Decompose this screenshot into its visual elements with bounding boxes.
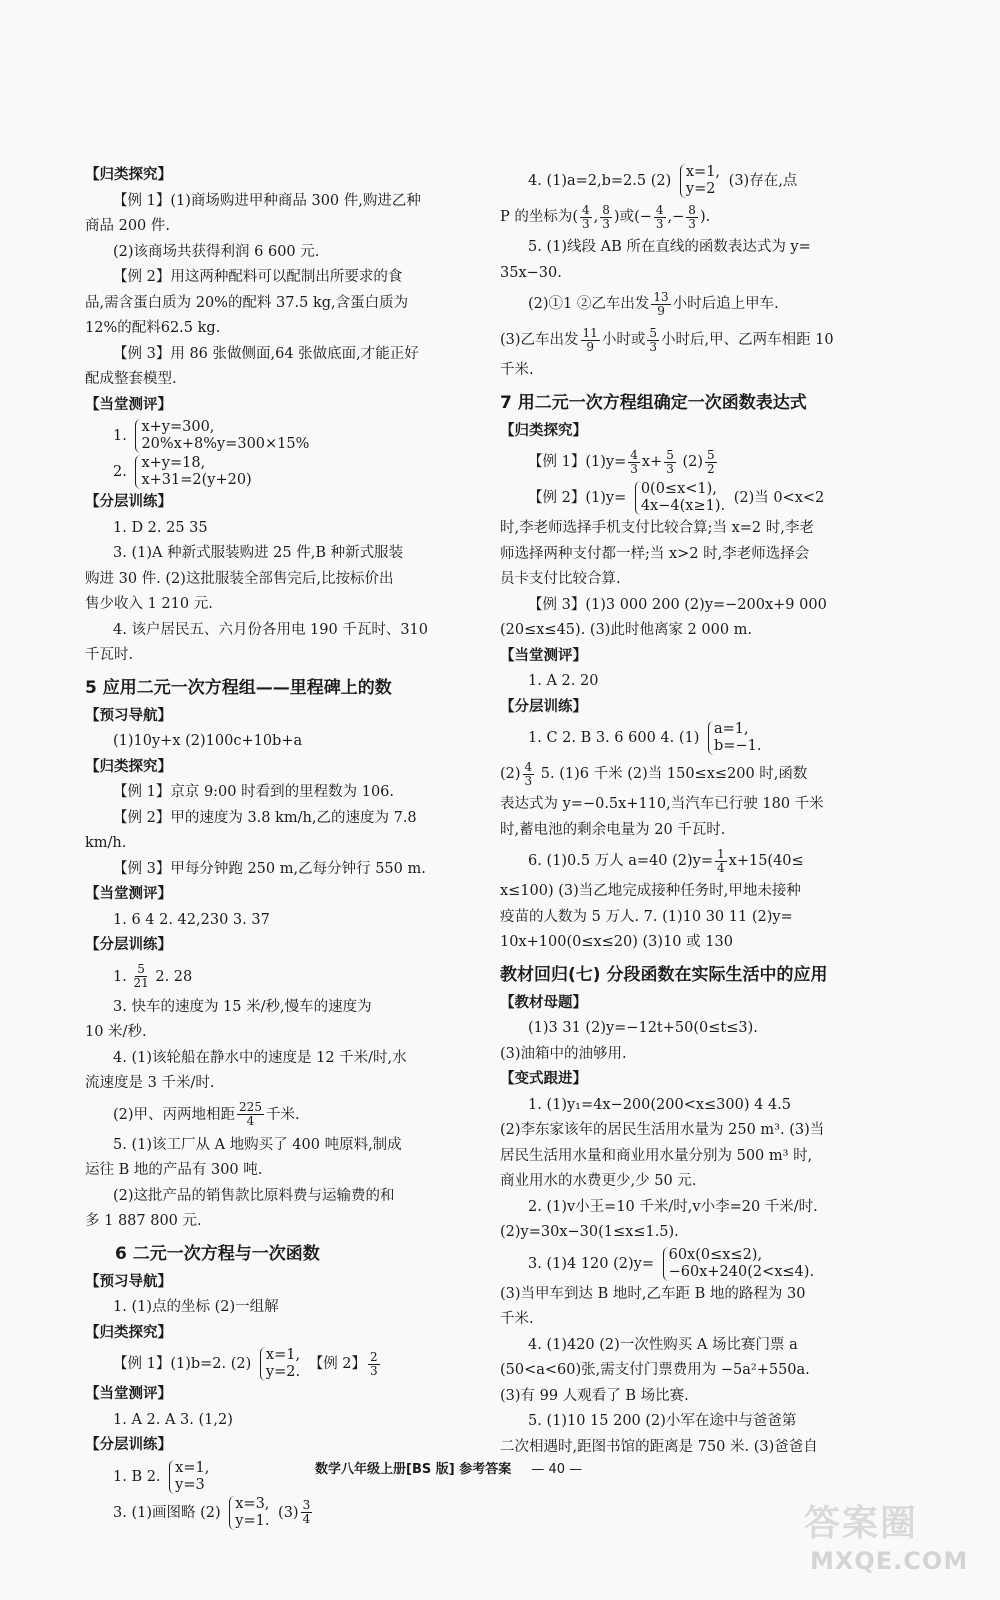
answer-line: 1. (1)点的坐标 (2)一组解 bbox=[113, 1299, 279, 1315]
fraction bbox=[133, 963, 148, 990]
answer-line: 【例 2】甲的速度为 3.8 km/h,乙的速度为 7.8 bbox=[113, 809, 417, 826]
equation: 60x(0≤x≤2), bbox=[668, 1246, 763, 1263]
denominator: 3 bbox=[666, 461, 674, 476]
answer-text: 【例 1】(1)b=2. (2) bbox=[113, 1356, 252, 1372]
answer-line: 时,李老师选择手机支付比较合算;当 x=2 时,李老 bbox=[500, 520, 814, 536]
answer-text: )或(− bbox=[613, 209, 652, 225]
section-heading: 7 用二元一次方程组确定一次函数表达式 bbox=[500, 392, 807, 413]
answer-text: 6. (1)0.5 万人 a=40 (2)y= bbox=[528, 853, 713, 869]
answer-text: (2)当 0<x<2 bbox=[733, 490, 825, 506]
answer-line: 配成整套模型. bbox=[85, 371, 177, 387]
answer-line: 时,蓄电池的剩余电量为 20 千瓦时. bbox=[500, 821, 726, 838]
answer-line bbox=[85, 1495, 495, 1531]
denominator: 4 bbox=[717, 860, 725, 875]
watermark-logo bbox=[800, 1495, 970, 1585]
answer-line: 千米. bbox=[500, 362, 534, 378]
answer-line: (1)10y+x (2)100c+10b+a bbox=[113, 733, 303, 749]
equation: x=1, bbox=[685, 164, 721, 180]
answer-line: 员卡支付比较合算. bbox=[500, 571, 621, 587]
answer-text: x+ bbox=[641, 454, 663, 470]
answer-line bbox=[85, 1097, 495, 1133]
answer-line: 【例 3】用 86 张做侧面,64 张做底面,才能正好 bbox=[113, 345, 419, 362]
answer-line: 4. (1)该轮船在静水中的速度是 12 千米/时,水 bbox=[113, 1049, 407, 1066]
answer-line: 【例 3】(1)3 000 200 (2)y=−200x+9 000 bbox=[528, 596, 827, 613]
equation-system bbox=[229, 1496, 269, 1530]
fraction bbox=[651, 291, 670, 318]
denominator: 3 bbox=[582, 216, 590, 231]
answer-text: (3)乙车出发 bbox=[500, 332, 579, 348]
fraction bbox=[686, 204, 698, 231]
section-label: 【归类探究】 bbox=[500, 422, 587, 439]
answer-line: 1. A 2. A 3. (1,2) bbox=[113, 1411, 233, 1428]
numerator: 5 bbox=[649, 325, 657, 340]
equation: y=3 bbox=[175, 1476, 205, 1493]
equation: 4x−4(x≥1). bbox=[640, 498, 726, 514]
answer-text: 4. (1)a=2,b=2.5 (2) bbox=[528, 173, 672, 189]
answer-line: 疫苗的人数为 5 万人. 7. (1)10 30 11 (2)y= bbox=[500, 908, 793, 925]
equation-system bbox=[663, 1247, 814, 1281]
answer-line bbox=[500, 720, 902, 756]
answer-line: (3)当甲车到达 B 地时,乙车距 B 地的路程为 30 bbox=[500, 1285, 806, 1302]
denominator: 21 bbox=[133, 976, 149, 990]
answer-line: 售少收入 1 210 元. bbox=[85, 596, 213, 612]
answer-text: (2) bbox=[500, 766, 521, 782]
section-label: 【当堂测评】 bbox=[500, 647, 587, 664]
section-heading: 5 应用二元一次方程组——里程碑上的数 bbox=[85, 677, 392, 698]
answer-line bbox=[500, 756, 902, 792]
fraction bbox=[237, 1101, 264, 1128]
denominator: 3 bbox=[602, 216, 610, 231]
answer-text: x+15(40≤ bbox=[728, 853, 804, 869]
answer-line: 1. A 2. 20 bbox=[528, 673, 599, 689]
denominator: 4 bbox=[246, 1114, 255, 1128]
denominator: 3 bbox=[649, 339, 657, 354]
denominator: 3 bbox=[655, 216, 664, 231]
answer-line: (1)3 31 (2)y=−12t+50(0≤t≤3). bbox=[528, 1020, 758, 1036]
answer-line: 千米. bbox=[500, 1311, 534, 1327]
section-label: 【分层训练】 bbox=[85, 937, 172, 953]
fraction bbox=[705, 449, 717, 476]
page-number: — 40 — bbox=[531, 1462, 583, 1477]
equation: 0(0≤x<1), bbox=[640, 481, 717, 497]
fraction bbox=[581, 327, 600, 354]
answer-line bbox=[500, 286, 902, 322]
answer-text: (3) bbox=[278, 1504, 299, 1521]
equation-system bbox=[635, 481, 725, 515]
answer-line: 4. (1)420 (2)一次性购买 A 场比赛门票 a bbox=[528, 1336, 798, 1353]
section-label: 【当堂测评】 bbox=[85, 886, 172, 902]
watermark-url: MXQE.COM bbox=[810, 1547, 969, 1575]
section-label: 【变式跟进】 bbox=[500, 1071, 587, 1087]
numerator: 4 bbox=[655, 202, 664, 217]
answer-text: 【例 1】(1)y= bbox=[528, 454, 627, 470]
answer-line: (20≤x≤45). (3)此时他离家 2 000 m. bbox=[500, 622, 753, 638]
answer-text: P 的坐标为( bbox=[500, 209, 579, 225]
fraction bbox=[647, 327, 659, 354]
item-number: 2. bbox=[113, 464, 127, 480]
section-label: 【分层训练】 bbox=[85, 1437, 172, 1453]
fraction bbox=[628, 449, 640, 476]
equation: x=1, bbox=[175, 1459, 210, 1476]
answer-line: 流速度是 3 千米/时. bbox=[85, 1075, 215, 1091]
answer-text: 2. 28 bbox=[155, 968, 193, 985]
item-number: 1. bbox=[113, 428, 127, 444]
numerator: 1 bbox=[717, 846, 725, 861]
answer-line: 【例 3】甲每分钟跑 250 m,乙每分钟行 550 m. bbox=[113, 860, 426, 877]
left-column bbox=[85, 163, 495, 1531]
answer-line: 【例 2】用这两种配料可以配制出所要求的食 bbox=[113, 269, 403, 285]
page-footer bbox=[315, 1458, 582, 1477]
answer-line: 10x+100(0≤x≤20) (3)10 或 130 bbox=[500, 934, 733, 950]
answer-text: 千米. bbox=[265, 1106, 300, 1123]
answer-line: 3. (1)A 种新式服装购进 25 件,B 种新式服装 bbox=[113, 545, 404, 561]
answer-line: (50<a<60)张,需支付门票费用为 −5a²+550a. bbox=[500, 1362, 810, 1378]
answer-text: ). bbox=[699, 209, 711, 225]
section-label: 【分层训练】 bbox=[500, 698, 587, 715]
answer-line bbox=[500, 1246, 902, 1282]
denominator: 9 bbox=[586, 339, 594, 354]
denominator: 3 bbox=[630, 461, 638, 476]
equation: x=1, bbox=[265, 1347, 301, 1363]
section-label: 【教材母题】 bbox=[500, 994, 587, 1011]
equation: y=2 bbox=[685, 181, 716, 197]
equation-system bbox=[260, 1347, 300, 1381]
answer-text: (2) bbox=[682, 454, 703, 470]
answer-line: 二次相遇时,距图书馆的距离是 750 米. (3)爸爸自 bbox=[500, 1438, 818, 1455]
answer-line bbox=[85, 959, 495, 995]
fraction bbox=[600, 204, 612, 231]
answer-line: (2)这批产品的销售款比原料费与运输费的和 bbox=[113, 1187, 395, 1204]
fraction bbox=[301, 1499, 313, 1526]
item-number: 1. bbox=[113, 968, 127, 985]
answer-line: 商业用水的水费更少,少 50 元. bbox=[500, 1173, 697, 1189]
section-label: 【当堂测评】 bbox=[85, 1386, 172, 1402]
answer-line: 4. 该户居民五、六月份各用电 190 千瓦时、310 bbox=[113, 621, 429, 638]
answer-line: 5. (1)该工厂从 A 地购买了 400 吨原料,制成 bbox=[113, 1136, 402, 1153]
answer-line: 5. (1)线段 AB 所在直线的函数表达式为 y= bbox=[528, 239, 811, 255]
answer-line: 居民生活用水量和商业用水量分别为 500 m³ 时, bbox=[500, 1147, 813, 1164]
answer-line bbox=[500, 843, 902, 879]
answer-line: 3. 快车的速度为 15 米/秒,慢车的速度为 bbox=[113, 998, 372, 1015]
answer-line: (2)李东家该年的居民生活用水量为 250 m³. (3)当 bbox=[500, 1122, 825, 1138]
answer-line: 千瓦时. bbox=[85, 647, 134, 663]
answer-text: 小时后,甲、乙两车相距 10 bbox=[660, 332, 834, 348]
equation: y=1. bbox=[235, 1512, 270, 1529]
equation: −60x+240(2<x≤4). bbox=[668, 1263, 815, 1280]
answer-line: 1. (1)y₁=4x−200(200<x≤300) 4 4.5 bbox=[528, 1096, 792, 1113]
answer-text: (2)甲、丙两地相距 bbox=[113, 1106, 236, 1123]
fraction bbox=[715, 848, 727, 875]
answer-line: (3)油箱中的油够用. bbox=[500, 1045, 627, 1062]
fraction bbox=[664, 449, 676, 476]
numerator: 5 bbox=[137, 962, 145, 976]
denominator: 3 bbox=[370, 1363, 378, 1378]
section-heading: 6 二元一次方程与一次函数 bbox=[115, 1243, 320, 1264]
answer-line: 12%的配料62.5 kg. bbox=[85, 320, 221, 336]
equation: x=3, bbox=[235, 1495, 270, 1512]
denominator: 3 bbox=[688, 216, 696, 231]
answer-line: 1. 6 4 2. 42,230 3. 37 bbox=[113, 911, 270, 928]
equation: a=1, bbox=[714, 721, 749, 737]
numerator: 225 bbox=[239, 1100, 262, 1114]
equation-system-line bbox=[85, 418, 495, 454]
numerator: 3 bbox=[302, 1498, 311, 1512]
denominator: 9 bbox=[657, 303, 665, 318]
section-heading: 教材回归(七) 分段函数在实际生活中的应用 bbox=[500, 964, 828, 985]
answer-line: 师选择两种支付都一样;当 x>2 时,李老师选择会 bbox=[500, 545, 810, 562]
answer-line: (2)y=30x−30(1≤x≤1.5). bbox=[500, 1224, 679, 1240]
answer-line bbox=[500, 480, 902, 516]
answer-text: 1. C 2. B 3. 6 600 4. (1) bbox=[528, 730, 700, 746]
numerator: 5 bbox=[706, 447, 715, 462]
answer-text: 1. B 2. bbox=[113, 1468, 161, 1485]
answer-line: 10 米/秒. bbox=[85, 1024, 147, 1040]
answer-line: 2. (1)v小王=10 千米/时,v小李=20 千米/时. bbox=[528, 1198, 818, 1215]
fraction bbox=[368, 1351, 380, 1378]
answer-text: 小时后追上甲车. bbox=[672, 296, 779, 312]
denominator: 4 bbox=[302, 1512, 311, 1526]
answer-line: 运往 B 地的产品有 300 吨. bbox=[85, 1162, 263, 1178]
answer-line: 多 1 887 800 元. bbox=[85, 1213, 202, 1229]
answer-line: 商品 200 件. bbox=[85, 218, 171, 234]
answer-line: P 的坐标为( $\frac{4}{3}$ , $\frac{8}{3}$ )或(− $\frac{4}{3}$ ,− $\frac{8}{3}$ ). bbox=[500, 202, 711, 231]
answer-line: (2)该商场共获得利润 6 600 元. bbox=[113, 243, 320, 260]
answer-line: 1. D 2. 25 35 bbox=[113, 519, 208, 536]
answer-line: 35x−30. bbox=[500, 264, 562, 281]
equation-system-line bbox=[85, 454, 495, 490]
right-column bbox=[500, 163, 902, 1460]
answer-line: (3)有 99 人观看了 B 场比赛. bbox=[500, 1387, 689, 1404]
section-label: 【归类探究】 bbox=[85, 758, 172, 775]
numerator: 5 bbox=[666, 447, 674, 462]
answer-text: (2)①1 ②乙车出发 bbox=[528, 296, 650, 312]
equation-system bbox=[169, 1460, 209, 1494]
answer-line: km/h. bbox=[85, 835, 127, 851]
answer-text: 3. (1)4 120 (2)y= bbox=[528, 1255, 654, 1272]
numerator: 13 bbox=[653, 289, 669, 304]
denominator: 2 bbox=[706, 461, 715, 476]
numerator: 4 bbox=[582, 202, 590, 217]
numerator: 11 bbox=[582, 325, 598, 340]
equation: 20%x+8%y=300×15% bbox=[141, 436, 310, 452]
denominator: 3 bbox=[524, 773, 533, 788]
equation: x+y=300, bbox=[141, 419, 215, 435]
numerator: 2 bbox=[370, 1349, 378, 1364]
equation: y=2. bbox=[265, 1364, 301, 1380]
numerator: 4 bbox=[630, 447, 638, 462]
answer-line: 【例 1】京京 9:00 时看到的里程数为 106. bbox=[113, 784, 395, 800]
answer-line: 购进 30 件. (2)这批服装全部售完后,比按标价出 bbox=[85, 570, 394, 587]
footer-book-title: 数学八年级上册[BS 版] 参考答案 bbox=[315, 1462, 512, 1477]
answer-text: 【例 2】 bbox=[308, 1356, 367, 1372]
equation-system bbox=[708, 721, 761, 755]
answer-line: x≤100) (3)当乙地完成接种任务时,甲地未接种 bbox=[500, 883, 801, 899]
numerator: 4 bbox=[524, 759, 533, 774]
answer-line bbox=[500, 163, 902, 199]
answer-line: 表达式为 y=−0.5x+110,当汽车已行驶 180 千米 bbox=[500, 796, 824, 812]
answer-line bbox=[85, 1346, 495, 1382]
answer-text: (3)存在,点 bbox=[728, 173, 798, 189]
fraction bbox=[580, 204, 592, 231]
answer-line: 【例 1】(1)商场购进甲种商品 300 件,购进乙种 bbox=[113, 192, 421, 209]
section-label: 【当堂测评】 bbox=[85, 396, 172, 413]
equation: x+y=18, bbox=[141, 455, 206, 471]
fraction bbox=[523, 761, 535, 788]
numerator: 8 bbox=[688, 202, 696, 217]
answer-text: 3. (1)画图略 (2) bbox=[113, 1504, 221, 1521]
answer-text: 5. (1)6 千米 (2)当 150≤x≤200 时,函数 bbox=[540, 766, 808, 782]
answer-line: 品,需含蛋白质为 20%的配料 37.5 kg,含蛋白质为 bbox=[85, 294, 409, 311]
section-label: 【预习导航】 bbox=[85, 1273, 172, 1290]
section-label: 【归类探究】 bbox=[85, 1324, 172, 1341]
section-label: 【预习导航】 bbox=[85, 707, 172, 724]
section-label: 【归类探究】 bbox=[85, 167, 172, 183]
section-label: 【分层训练】 bbox=[85, 494, 172, 510]
answer-line bbox=[500, 322, 902, 358]
answer-text: 小时或 bbox=[601, 332, 646, 348]
numerator: 8 bbox=[602, 202, 610, 217]
equation-system bbox=[135, 455, 251, 489]
answer-text: 【例 2】(1)y= bbox=[528, 490, 627, 506]
equation: x+31=2(y+20) bbox=[141, 472, 252, 488]
equation-system bbox=[680, 164, 720, 198]
answer-line: 5. (1)10 15 200 (2)小军在途中与爸爸第 bbox=[528, 1413, 797, 1429]
answer-line bbox=[500, 444, 902, 480]
fraction bbox=[654, 204, 666, 231]
watermark-text: 答案圈 bbox=[804, 1503, 919, 1544]
equation: b=−1. bbox=[714, 738, 762, 754]
equation-system bbox=[135, 419, 309, 453]
